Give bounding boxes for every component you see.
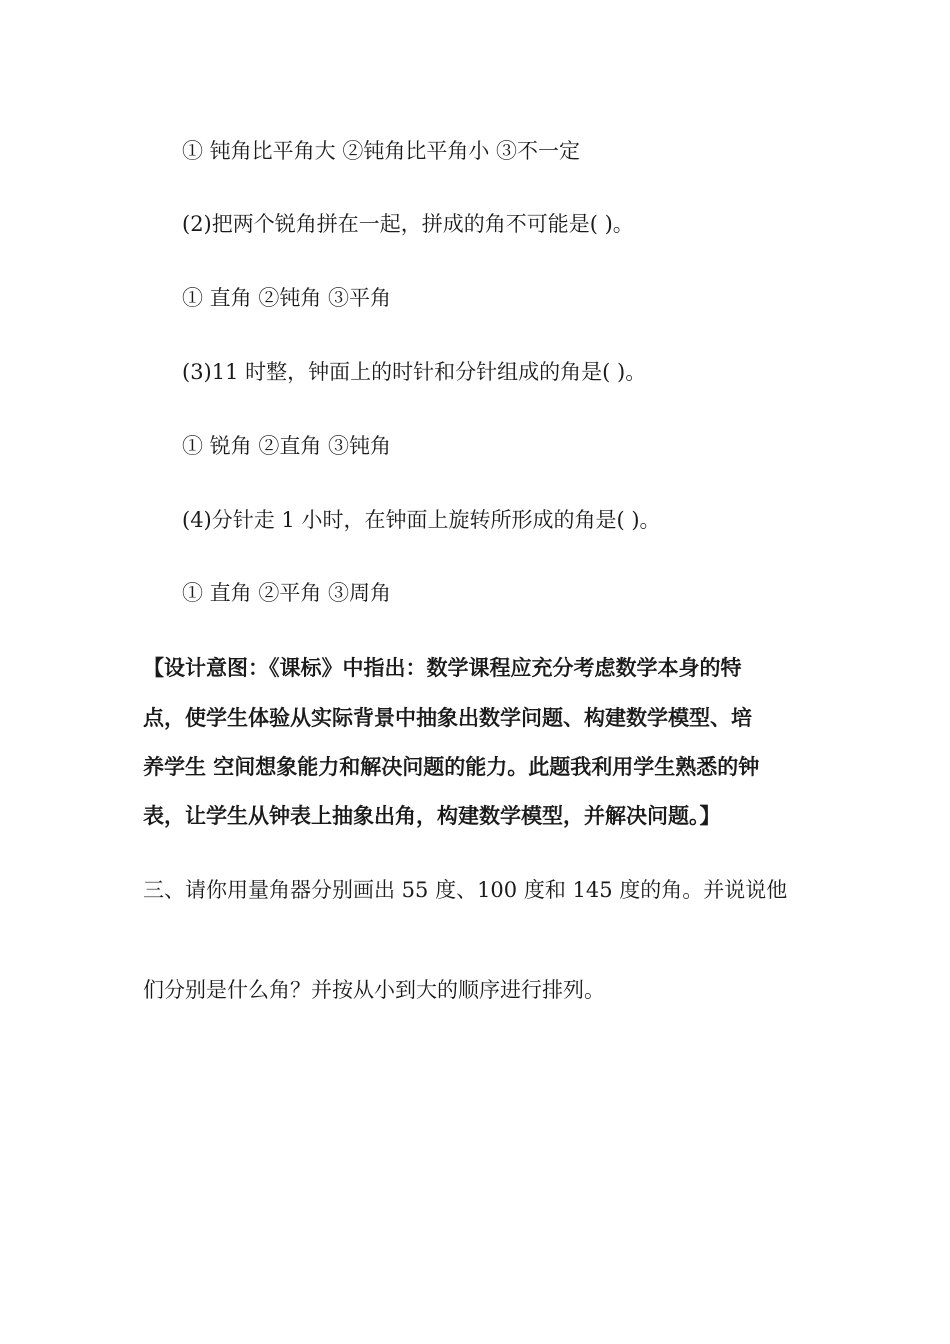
section-three-line-2: 们分别是什么角？并按从小到大的顺序进行排列。 xyxy=(143,978,605,1002)
question-3-stem: (3)11 时整，钟面上的时针和分针组成的角是( )。 xyxy=(182,360,647,384)
design-intent-line: 点，使学生体验从实际背景中抽象出数学问题、构建数学模型、培 xyxy=(143,706,752,730)
section-three-line-1: 三、请你用量角器分别画出 55 度、100 度和 145 度的角。并说说他 xyxy=(143,878,788,902)
design-intent-line: 【设计意图：《课标》中指出：数学课程应充分考虑数学本身的特 xyxy=(143,656,742,680)
design-intent-line: 表，让学生从钟表上抽象出角，构建数学模型，并解决问题。】 xyxy=(143,804,721,828)
question-2-options: ① 直角 ②钝角 ③平角 xyxy=(182,286,392,310)
question-4-stem: (4)分针走 1 小时，在钟面上旋转所形成的角是( )。 xyxy=(182,508,661,532)
question-3-options: ① 锐角 ②直角 ③钝角 xyxy=(182,434,392,458)
question-2-stem: (2)把两个锐角拼在一起，拼成的角不可能是( )。 xyxy=(182,212,634,236)
design-intent-line: 养学生 空间想象能力和解决问题的能力。此题我利用学生熟悉的钟 xyxy=(143,755,760,779)
question-1-options: ① 钝角比平角大 ②钝角比平角小 ③不一定 xyxy=(182,139,581,163)
question-4-options: ① 直角 ②平角 ③周角 xyxy=(182,581,392,605)
